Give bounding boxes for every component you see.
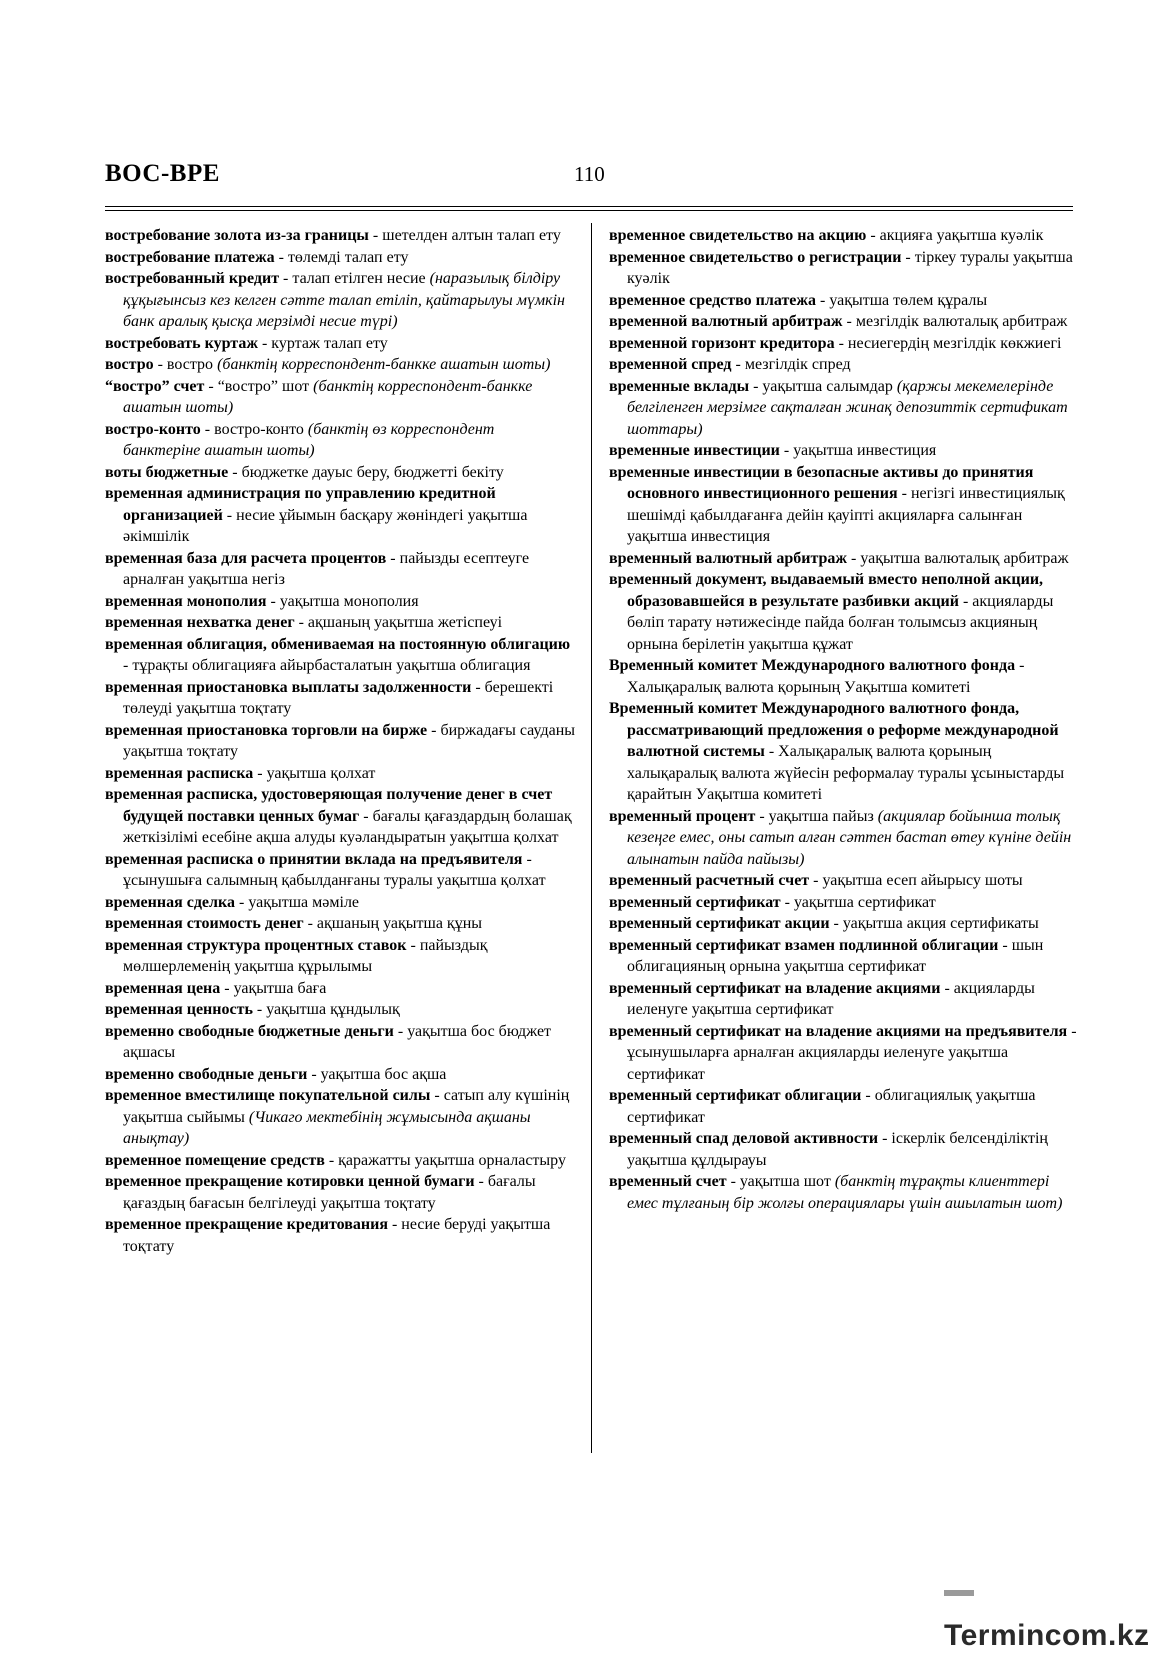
entry-definition: ақшаның уақытша құны bbox=[316, 915, 483, 932]
dictionary-entry bbox=[609, 655, 1079, 698]
dictionary-entry bbox=[105, 419, 575, 462]
entry-definition: бағалы қағаздың бағасын белгілеуді уақытша тоқтату bbox=[123, 1173, 536, 1212]
entry-term: временное прекращение котировки ценной бумаги bbox=[105, 1173, 475, 1190]
entry-definition: востро bbox=[166, 356, 218, 373]
entry-definition: уақытша акция сертификаты bbox=[842, 915, 1039, 932]
column-divider bbox=[591, 223, 592, 1453]
dictionary-entry bbox=[609, 440, 1079, 462]
entry-separator: - bbox=[726, 1173, 740, 1190]
entry-term: временная ценность bbox=[105, 1001, 253, 1018]
entry-definition: уақытша мәміле bbox=[248, 893, 360, 911]
dictionary-entry bbox=[105, 999, 575, 1021]
dictionary-entry bbox=[105, 225, 575, 247]
entry-separator: - bbox=[731, 356, 745, 373]
dictionary-entry bbox=[105, 376, 575, 419]
entry-separator: - bbox=[228, 463, 242, 481]
entry-term: Временный комитет Международного валютного фонда bbox=[609, 657, 1016, 674]
logo-bar-icon bbox=[944, 1590, 974, 1596]
entry-term: временный сертификат bbox=[609, 893, 781, 911]
entry-definition: Халықаралық валюта қорының Уақытша комитеті bbox=[627, 678, 971, 696]
entry-term: временная база для расчета процентов bbox=[105, 549, 387, 567]
entry-separator: - bbox=[809, 872, 823, 889]
entry-separator: - bbox=[266, 592, 280, 610]
entry-definition: несие ұйымын басқару жөніндегі уақытша әкімшілік bbox=[123, 506, 528, 545]
entry-note: (банктің корреспондент-банкке ашатын шоты) bbox=[123, 377, 533, 416]
entry-term: временный процент bbox=[609, 807, 756, 825]
entry-definition: мезгілдік валюталық арбитраж bbox=[855, 313, 1068, 330]
entry-definition: акцияға уақытша куәлік bbox=[879, 227, 1044, 244]
entry-separator: - bbox=[359, 807, 373, 825]
entry-separator: - bbox=[998, 936, 1012, 954]
entry-definition: бюджетке дауыс беру, бюджетті бекіту bbox=[241, 463, 504, 481]
entry-term: временные вклады bbox=[609, 377, 750, 395]
entry-definition: куртаж талап ету bbox=[271, 334, 388, 352]
dictionary-entry bbox=[105, 784, 575, 849]
entry-definition: уақытша төлем құралы bbox=[829, 291, 988, 309]
entry-definition: уақытша бос ақша bbox=[320, 1065, 447, 1083]
dictionary-entry bbox=[609, 698, 1079, 806]
entry-separator: - bbox=[427, 721, 441, 739]
dictionary-entry bbox=[105, 677, 575, 720]
entry-separator: - bbox=[220, 979, 234, 997]
dictionary-entry bbox=[105, 892, 575, 914]
entry-term: “востро” счет bbox=[105, 377, 205, 395]
entry-term: временная стоимость денег bbox=[105, 915, 304, 932]
entry-term: временное помещение средств bbox=[105, 1151, 325, 1169]
entry-term: временная структура процентных ставок bbox=[105, 936, 407, 954]
entry-note: (акциялар бойынша толық кезеңге емес, оны сатып алған сәттен бастап өтеу күніне дейін алынатын пайда пайызы) bbox=[627, 807, 1072, 868]
entry-separator: - bbox=[779, 442, 794, 459]
entry-separator: - bbox=[123, 657, 133, 674]
dictionary-entry bbox=[609, 892, 1079, 914]
entry-term: временно свободные деньги bbox=[105, 1065, 308, 1083]
entry-separator: - bbox=[474, 1173, 488, 1190]
dictionary-entry bbox=[609, 1128, 1079, 1171]
entry-definition: уақытша монополия bbox=[279, 592, 419, 610]
entry-separator: - bbox=[274, 248, 288, 266]
entry-term: временной спред bbox=[609, 356, 732, 373]
entry-separator: - bbox=[253, 764, 267, 782]
entry-separator: - bbox=[393, 1022, 408, 1040]
entry-term: временная администрация по управлению кредитной организацией bbox=[105, 485, 496, 524]
entry-term: временный сертификат взамен подлинной облигации bbox=[609, 936, 999, 954]
dictionary-entry bbox=[609, 462, 1079, 548]
entry-term: воты бюджетные bbox=[105, 463, 229, 481]
dictionary-entry bbox=[609, 333, 1079, 355]
page-number: 110 bbox=[574, 162, 605, 186]
entry-definition: сатып алу күшінің уақытша сыйымы bbox=[123, 1087, 570, 1126]
entry-definition: “востро” шот bbox=[217, 377, 314, 395]
entry-separator: - bbox=[901, 248, 915, 266]
dictionary-entry bbox=[609, 225, 1079, 247]
dictionary-entry bbox=[609, 913, 1079, 935]
dictionary-entry bbox=[609, 548, 1079, 570]
entry-note: (наразылық білдіру құқығынсыз кез келген сәтте талап етіліп, қайтарылуы мүмкін банк аралық қысқа мерзімді несие түрі) bbox=[123, 270, 565, 330]
dictionary-entry bbox=[105, 978, 575, 1000]
entry-definition: уақытша сертификат bbox=[794, 893, 936, 911]
logo-text: Termincom.kz bbox=[944, 1619, 1150, 1652]
entry-separator: - bbox=[764, 743, 779, 760]
entry-definition: уақытша пайыз bbox=[768, 807, 878, 825]
dictionary-entry bbox=[609, 1171, 1079, 1214]
dictionary-entry bbox=[105, 1064, 575, 1086]
entry-separator: - bbox=[279, 270, 293, 287]
entry-note: (банктің өз корреспондент банктеріне ашатын шоты) bbox=[123, 420, 495, 459]
entry-term: временной горизонт кредитора bbox=[609, 334, 835, 352]
dictionary-entry bbox=[105, 548, 575, 591]
dictionary-entry bbox=[609, 935, 1079, 978]
entry-separator: - bbox=[222, 506, 237, 524]
entry-term: временный документ, выдаваемый вместо неполной акции, образовавшейся в результате разбивки акций bbox=[609, 571, 1044, 610]
entry-separator: - bbox=[1067, 1022, 1077, 1040]
entry-separator: - bbox=[307, 1065, 321, 1083]
entry-definition: ақшаның уақытша жетіспеуі bbox=[307, 614, 503, 631]
entry-definition: уақытша салымдар bbox=[762, 377, 897, 395]
dictionary-entry bbox=[105, 1214, 575, 1257]
entry-definition: тұрақты облигацияға айырбасталатын уақытша облигация bbox=[132, 657, 531, 674]
entry-separator: - bbox=[749, 377, 763, 395]
entry-separator: - bbox=[303, 915, 317, 932]
entry-term: временная приостановка выплаты задолженности bbox=[105, 678, 472, 696]
right-column bbox=[609, 225, 1079, 1214]
entry-term: временный сертификат на владение акциями bbox=[609, 979, 941, 997]
dictionary-entry bbox=[105, 333, 575, 355]
entry-term: временные инвестиции bbox=[609, 442, 780, 459]
section-heading: ВОС-ВРЕ bbox=[105, 160, 220, 187]
entry-term: временный валютный арбитраж bbox=[609, 549, 848, 567]
entry-definition: қаражатты уақытша орналастыру bbox=[338, 1151, 566, 1169]
entry-term: временная монополия bbox=[105, 592, 267, 610]
entry-definition: пайызды есептеуге арналған уақытша негіз bbox=[123, 549, 530, 588]
entry-term: востребование золота из-за границы bbox=[105, 227, 369, 244]
entry-separator: - bbox=[1015, 657, 1025, 674]
entry-term: востро bbox=[105, 356, 154, 373]
entry-term: временной валютный арбитраж bbox=[609, 313, 843, 330]
entry-term: временная нехватка денег bbox=[105, 614, 295, 631]
dictionary-entry bbox=[609, 290, 1079, 312]
dictionary-entry bbox=[105, 483, 575, 548]
entry-term: Временный комитет Международного валютного фонда, рассматривающий предложения о реформе международной валютной системы bbox=[609, 700, 1059, 760]
entry-definition: шетелден алтын талап ету bbox=[382, 227, 561, 244]
entry-term: востребованный кредит bbox=[105, 270, 280, 287]
entry-separator: - bbox=[878, 1130, 892, 1147]
entry-term: востребование платежа bbox=[105, 248, 275, 266]
entry-separator: - bbox=[200, 420, 215, 438]
dictionary-entry bbox=[609, 354, 1079, 376]
entry-separator: - bbox=[387, 1216, 402, 1233]
entry-separator: - bbox=[897, 485, 911, 502]
entry-definition: акцияларды иеленуге уақытша сертификат bbox=[627, 979, 1035, 1018]
entry-term: временная облигация, обмениваемая на постоянную облигацию bbox=[105, 635, 571, 653]
entry-definition: уақытша баға bbox=[233, 979, 327, 997]
entry-definition: ұсынушыларға арналған акцияларды иеленуге уақытша сертификат bbox=[627, 1044, 1009, 1083]
entry-term: временное средство платежа bbox=[609, 291, 816, 309]
entry-separator: - bbox=[204, 377, 218, 395]
entry-note: (банктің тұрақты клиенттері емес тұлғаның бір жолғы операциялары үшін ашылатын шот) bbox=[627, 1173, 1063, 1212]
entry-separator: - bbox=[368, 227, 383, 244]
entry-term: временный сертификат облигации bbox=[609, 1087, 862, 1104]
entry-definition: ұсынушыға салымның қабылданғаны туралы уақытша қолхат bbox=[123, 872, 546, 889]
dictionary-entry bbox=[105, 268, 575, 333]
entry-term: востребовать куртаж bbox=[105, 334, 258, 352]
entry-note: (Чикаго мектебінің жұмысында ақшаны анықтау) bbox=[123, 1108, 531, 1147]
entry-term: востро-конто bbox=[105, 420, 201, 438]
dictionary-entry bbox=[105, 935, 575, 978]
entry-definition: іскерлік белсенділіктің уақытша құлдырауы bbox=[627, 1130, 1048, 1169]
entry-definition: биржадағы сауданы уақытша тоқтату bbox=[123, 721, 576, 760]
dictionary-entry bbox=[609, 569, 1079, 655]
entry-definition: Халықаралық валюта қорының халықаралық валюта жүйесін реформалау туралы ұсыныстарды қарайтын Уақытша комитеті bbox=[627, 743, 1065, 803]
dictionary-entry bbox=[609, 1085, 1079, 1128]
entry-term: временное вместилище покупательной силы bbox=[105, 1087, 431, 1104]
entry-term: временная сделка bbox=[105, 893, 235, 911]
entry-separator: - bbox=[471, 678, 485, 696]
entry-term: временный спад деловой активности bbox=[609, 1130, 879, 1147]
entry-definition: пайыздық мөлшерлеменің уақытша құрылымы bbox=[123, 936, 488, 975]
entry-separator: - bbox=[958, 592, 973, 610]
entry-term: временная цена bbox=[105, 979, 221, 997]
entry-definition: облигациялық уақытша сертификат bbox=[627, 1087, 1036, 1126]
dictionary-entry bbox=[105, 634, 575, 677]
entry-separator: - bbox=[257, 334, 272, 352]
entry-term: временный счет bbox=[609, 1173, 727, 1190]
dictionary-entry bbox=[609, 311, 1079, 333]
entry-definition: уақытша инвестиция bbox=[793, 442, 937, 459]
entry-definition: мезгілдік спред bbox=[744, 356, 851, 373]
dictionary-entry bbox=[609, 806, 1079, 871]
dictionary-entry bbox=[105, 462, 575, 484]
entry-separator: - bbox=[829, 915, 843, 932]
entry-separator: - bbox=[522, 850, 532, 868]
entry-term: временный сертификат на владение акциями на предъявителя bbox=[609, 1022, 1068, 1040]
entry-separator: - bbox=[324, 1151, 339, 1169]
entry-definition: несиегердің мезгілдік көкжиегі bbox=[847, 334, 1062, 352]
dictionary-entry bbox=[609, 978, 1079, 1021]
entry-term: временные инвестиции в безопасные активы до принятия основного инвестиционного решения bbox=[609, 463, 1034, 502]
dictionary-entry bbox=[609, 870, 1079, 892]
dictionary-entry bbox=[609, 376, 1079, 441]
entry-definition: берешекті төлеуді уақытша тоқтату bbox=[123, 678, 554, 717]
entry-separator: - bbox=[866, 227, 880, 244]
entry-definition: шын облигацияның орнына уақытша сертификат bbox=[627, 936, 1044, 975]
dictionary-entry bbox=[105, 1171, 575, 1214]
entry-term: временно свободные бюджетные деньги bbox=[105, 1022, 394, 1040]
dictionary-entry bbox=[105, 1085, 575, 1150]
site-logo[interactable] bbox=[944, 1585, 1158, 1653]
entry-definition: уақытша валюталық арбитраж bbox=[860, 549, 1069, 567]
dictionary-entry bbox=[105, 354, 575, 376]
entry-definition: бағалы қағаздардың болашақ жеткізілімі есебіне ақша алуды куәландыратын уақытша қолхат bbox=[123, 807, 572, 846]
entry-separator: - bbox=[294, 614, 308, 631]
dictionary-entry bbox=[105, 720, 575, 763]
entry-definition: уақытша құндылық bbox=[266, 1001, 400, 1018]
dictionary-entry bbox=[105, 763, 575, 785]
entry-term: временная приостановка торговли на бирже bbox=[105, 721, 428, 739]
entry-separator: - bbox=[834, 334, 848, 352]
entry-definition: негізгі инвестициялық шешімді қабылдағанға дейін қауіпті акцияларға салынған уақытша инвестиция bbox=[627, 485, 1065, 545]
entry-separator: - bbox=[430, 1087, 444, 1104]
entry-note: (қаржы мекемелерінде белгіленген мерзімге сақталған жинақ депозиттік сертификат шоттары) bbox=[627, 377, 1068, 438]
entry-separator: - bbox=[755, 807, 769, 825]
entry-definition: акцияларды бөліп тарату нәтижесінде пайда болған толымсыз акцияның орнына берілетін уақытша құжат bbox=[627, 592, 1054, 653]
entry-definition: төлемді талап ету bbox=[287, 248, 409, 266]
entry-definition: уақытша есеп айырысу шоты bbox=[822, 872, 1023, 889]
entry-term: временный расчетный счет bbox=[609, 872, 810, 889]
entry-term: временная расписка bbox=[105, 764, 254, 782]
entry-definition: несие беруді уақытша тоқтату bbox=[123, 1216, 551, 1255]
dictionary-entry bbox=[609, 247, 1079, 290]
entry-note: (банктің корреспондент-банкке ашатын шоты) bbox=[217, 356, 551, 373]
entry-term: временное свидетельство на акцию bbox=[609, 227, 867, 244]
entry-separator: - bbox=[780, 893, 794, 911]
dictionary-entry bbox=[105, 1021, 575, 1064]
dictionary-entry bbox=[609, 1021, 1079, 1086]
entry-separator: - bbox=[386, 549, 400, 567]
left-column bbox=[105, 225, 575, 1257]
dictionary-entry bbox=[105, 913, 575, 935]
entry-definition: уақытша шот bbox=[739, 1173, 835, 1190]
entry-term: временная расписка, удостоверяющая получение денег в счет будущей поставки ценных бумаг bbox=[105, 786, 553, 825]
entry-separator: - bbox=[861, 1087, 875, 1104]
entry-term: временное свидетельство о регистрации bbox=[609, 248, 902, 266]
entry-separator: - bbox=[252, 1001, 267, 1018]
dictionary-entry bbox=[105, 591, 575, 613]
header-rule bbox=[105, 206, 1073, 207]
entry-separator: - bbox=[816, 291, 830, 309]
entry-separator: - bbox=[842, 313, 856, 330]
entry-separator: - bbox=[234, 893, 249, 911]
entry-term: временный сертификат акции bbox=[609, 915, 830, 932]
entry-definition: тіркеу туралы уақытша куәлік bbox=[627, 248, 1073, 287]
header-rule-thin bbox=[105, 210, 1073, 211]
entry-separator: - bbox=[940, 979, 954, 997]
entry-definition: востро-конто bbox=[214, 420, 308, 438]
entry-term: временное прекращение кредитования bbox=[105, 1216, 388, 1233]
entry-definition: уақытша бос бюджет ақшасы bbox=[123, 1022, 552, 1061]
dictionary-entry bbox=[105, 849, 575, 892]
entry-separator: - bbox=[406, 936, 420, 954]
entry-separator: - bbox=[153, 356, 167, 373]
entry-term: временная расписка о принятии вклада на предъявителя bbox=[105, 850, 523, 868]
dictionary-entry bbox=[105, 612, 575, 634]
entry-definition: уақытша қолхат bbox=[266, 764, 376, 782]
entry-definition: талап етілген несие bbox=[292, 270, 430, 287]
dictionary-entry bbox=[105, 247, 575, 269]
entry-separator: - bbox=[847, 549, 861, 567]
dictionary-entry bbox=[105, 1150, 575, 1172]
